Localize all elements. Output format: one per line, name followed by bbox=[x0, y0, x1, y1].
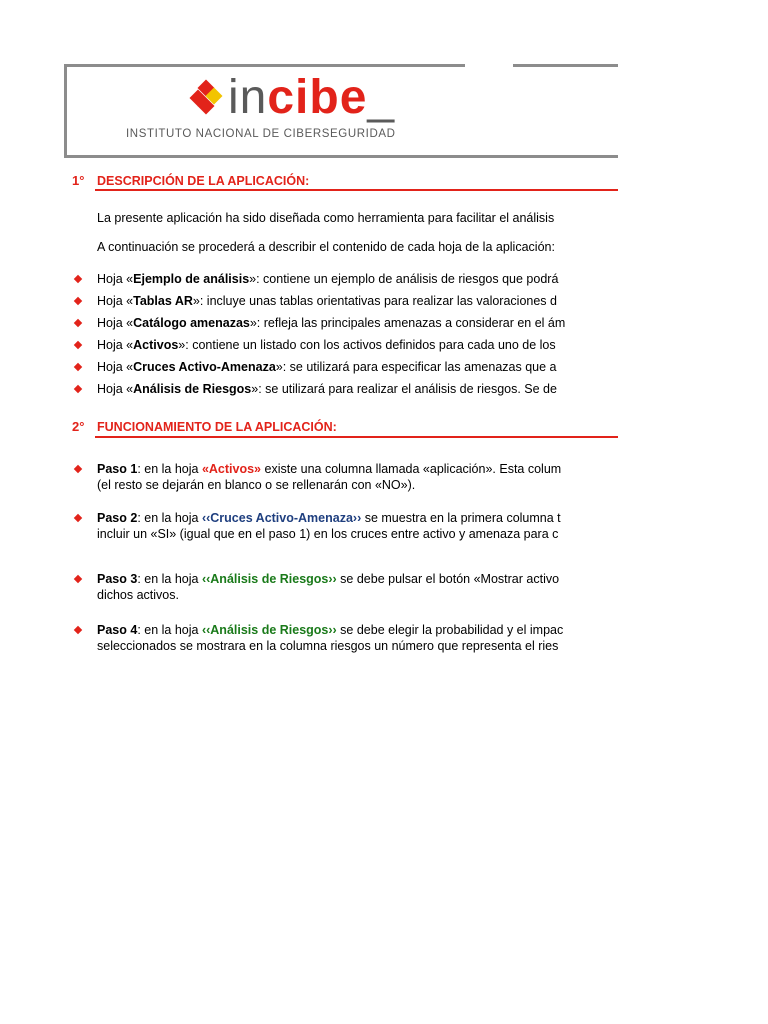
list-item: Hoja «Análisis de Riesgos»: se utilizará para realizar el análisis de riesgos. Se de bbox=[97, 382, 557, 396]
diamond-bullet-icon bbox=[74, 319, 82, 327]
step-line: incluir un «SI» (igual que en el paso 1) en los cruces entre activo y amenaza para c bbox=[97, 527, 559, 541]
paragraph: A continuación se procederá a describir el contenido de cada hoja de la aplicación: bbox=[97, 240, 555, 254]
diamond-bullet-icon bbox=[74, 297, 82, 305]
section-rule bbox=[95, 436, 618, 438]
list-item: Hoja «Activos»: contiene un listado con los activos definidos para cada uno de los bbox=[97, 338, 556, 352]
incibe-wordmark: incibe_ bbox=[228, 71, 396, 124]
diamond-bullet-icon bbox=[74, 341, 82, 349]
diamond-bullet-icon bbox=[74, 385, 82, 393]
section-rule bbox=[95, 189, 618, 191]
step-line: Paso 4: en la hoja ‹‹Análisis de Riesgos›› se debe elegir la probabilidad y el impac bbox=[97, 623, 564, 637]
incibe-logo-icon bbox=[188, 78, 228, 122]
diamond-bullet-icon bbox=[74, 626, 82, 634]
section-title: DESCRIPCIÓN DE LA APLICACIÓN: bbox=[97, 174, 310, 188]
step-line: seleccionados se mostrara en la columna riesgos un número que representa el ries bbox=[97, 639, 559, 653]
list-item: Hoja «Ejemplo de análisis»: contiene un ejemplo de análisis de riesgos que podrá bbox=[97, 272, 559, 286]
step-line: Paso 1: en la hoja «Activos» existe una columna llamada «aplicación». Esta colum bbox=[97, 462, 562, 476]
list-item: Hoja «Cruces Activo-Amenaza»: se utilizará para especificar las amenazas que a bbox=[97, 360, 557, 374]
section-number: 2° bbox=[72, 419, 85, 434]
step-line: Paso 3: en la hoja ‹‹Análisis de Riesgos›› se debe pulsar el botón «Mostrar activo bbox=[97, 572, 560, 586]
list-item: Hoja «Tablas AR»: incluye unas tablas orientativas para realizar las valoraciones d bbox=[97, 294, 557, 308]
step-line: Paso 2: en la hoja ‹‹Cruces Activo-Amenaza›› se muestra en la primera columna t bbox=[97, 511, 561, 525]
section-title: FUNCIONAMIENTO DE LA APLICACIÓN: bbox=[97, 420, 337, 434]
step-line: (el resto se dejarán en blanco o se rellenarán con «NO»). bbox=[97, 478, 416, 492]
diamond-bullet-icon bbox=[74, 465, 82, 473]
section-number: 1° bbox=[72, 173, 85, 188]
paragraph: La presente aplicación ha sido diseñada como herramienta para facilitar el análisis bbox=[97, 211, 555, 225]
list-item: Hoja «Catálogo amenazas»: refleja las principales amenazas a considerar en el ám bbox=[97, 316, 566, 330]
diamond-bullet-icon bbox=[74, 514, 82, 522]
diamond-bullet-icon bbox=[74, 575, 82, 583]
diamond-bullet-icon bbox=[74, 363, 82, 371]
diamond-bullet-icon bbox=[74, 275, 82, 283]
institute-tagline: INSTITUTO NACIONAL DE CIBERSEGURIDAD bbox=[126, 128, 396, 140]
step-line: dichos activos. bbox=[97, 588, 179, 602]
